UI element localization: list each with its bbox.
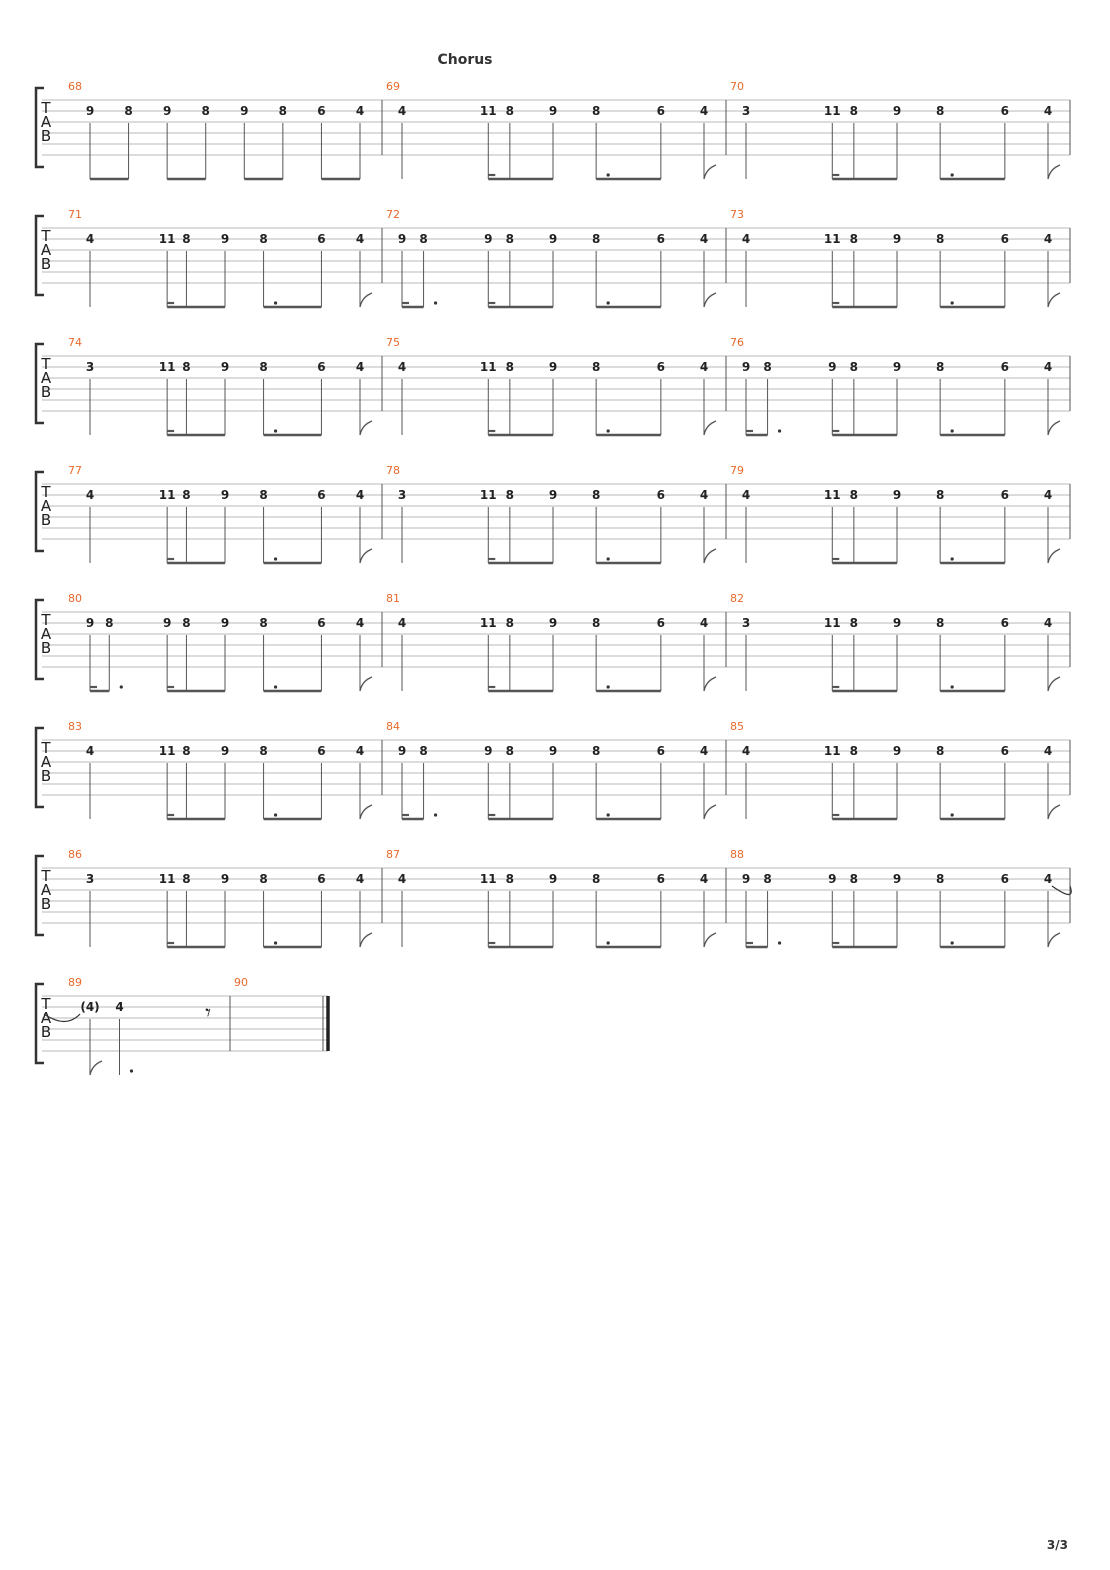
fret-number: 6 <box>317 616 326 630</box>
fret-number: 8 <box>591 232 601 246</box>
fret-number: 11 <box>158 488 176 502</box>
fret-number: 4 <box>397 872 407 886</box>
fret-number: 11 <box>823 488 841 502</box>
fret-number: 4 <box>741 488 751 502</box>
fret-number: (4) <box>80 1000 100 1014</box>
tab-clef-letter: B <box>40 383 52 401</box>
fret-number: 8 <box>935 360 945 374</box>
dot <box>607 557 610 560</box>
fret-number: 9 <box>828 360 837 374</box>
page-number: 3/3 <box>1046 1538 1068 1552</box>
fret-number: 8 <box>505 616 515 630</box>
dot <box>607 301 610 304</box>
dot <box>607 941 610 944</box>
fret-number: 8 <box>935 744 945 758</box>
fret-number: 9 <box>548 872 558 886</box>
fret-number: 4 <box>1043 872 1053 886</box>
fret-number: 9 <box>484 232 493 246</box>
fret-number: 4 <box>355 104 365 118</box>
fret-number: 4 <box>355 360 365 374</box>
dot <box>607 173 610 176</box>
fret-number: 8 <box>849 488 859 502</box>
fret-number: 9 <box>892 488 902 502</box>
fret-number: 8 <box>259 872 268 886</box>
fret-number: 11 <box>479 616 497 630</box>
fret-number: 8 <box>505 232 515 246</box>
measure-number: 68 <box>68 80 82 93</box>
fret-number: 8 <box>182 616 191 630</box>
fret-number: 8 <box>849 616 859 630</box>
tab-staff-svg <box>0 78 1110 188</box>
tab-clef-letter: T <box>41 355 51 373</box>
fret-number: 11 <box>823 744 841 758</box>
note-flag <box>1048 165 1060 179</box>
fret-number: 8 <box>259 360 268 374</box>
fret-number: 8 <box>763 360 772 374</box>
fret-number: 9 <box>397 744 407 758</box>
measure-number: 83 <box>68 720 82 733</box>
fret-number: 9 <box>240 104 249 118</box>
fret-number: 9 <box>220 360 230 374</box>
fret-number: 9 <box>548 488 558 502</box>
fret-number: 8 <box>124 104 133 118</box>
note-flag <box>360 421 372 435</box>
tab-system <box>0 334 1110 444</box>
dot <box>778 429 781 432</box>
fret-number: 11 <box>158 360 176 374</box>
fret-number: 4 <box>397 360 407 374</box>
fret-number: 11 <box>479 488 497 502</box>
fret-number: 9 <box>484 744 493 758</box>
fret-number: 8 <box>419 744 428 758</box>
dot <box>274 685 277 688</box>
measure-number: 87 <box>386 848 400 861</box>
section-title: Chorus <box>437 52 493 68</box>
fret-number: 9 <box>220 488 230 502</box>
fret-number: 4 <box>699 104 709 118</box>
fret-number: 6 <box>1000 488 1010 502</box>
dot <box>274 557 277 560</box>
fret-number: 4 <box>85 488 95 502</box>
fret-number: 8 <box>591 104 601 118</box>
tab-staff-svg <box>0 846 1110 956</box>
note-flag <box>1048 805 1060 819</box>
dot <box>434 301 437 304</box>
fret-number: 4 <box>1043 232 1053 246</box>
fret-number: 9 <box>892 616 902 630</box>
fret-number: 9 <box>892 232 902 246</box>
fret-number: 11 <box>823 104 841 118</box>
tab-clef-letter: B <box>40 767 52 785</box>
measure-number: 81 <box>386 592 400 605</box>
fret-number: 6 <box>1000 104 1010 118</box>
tab-system <box>0 206 1110 316</box>
fret-number: 8 <box>505 488 515 502</box>
fret-number: 4 <box>397 104 407 118</box>
fret-number: 11 <box>158 232 176 246</box>
measure-number: 90 <box>234 976 248 989</box>
fret-number: 4 <box>115 1000 124 1014</box>
dot <box>607 685 610 688</box>
fret-number: 8 <box>849 360 859 374</box>
fret-number: 6 <box>317 872 326 886</box>
tab-staff-svg <box>0 974 1110 1084</box>
dot <box>951 941 954 944</box>
tab-staff-svg <box>0 462 1110 572</box>
fret-number: 4 <box>355 488 365 502</box>
measure-number: 85 <box>730 720 744 733</box>
fret-number: 8 <box>849 872 859 886</box>
fret-number: 4 <box>699 744 709 758</box>
fret-number: 9 <box>162 616 172 630</box>
fret-number: 8 <box>505 744 515 758</box>
dot <box>951 301 954 304</box>
measure-number: 84 <box>386 720 400 733</box>
tab-clef-letter: A <box>40 241 52 259</box>
fret-number: 8 <box>182 872 191 886</box>
fret-number: 3 <box>741 616 751 630</box>
measure-number: 70 <box>730 80 744 93</box>
fret-number: 6 <box>317 104 326 118</box>
note-flag <box>360 293 372 307</box>
fret-number: 6 <box>1000 360 1010 374</box>
fret-number: 11 <box>823 232 841 246</box>
tab-clef-letter: A <box>40 625 52 643</box>
fret-number: 4 <box>355 744 365 758</box>
tab-system <box>0 78 1110 188</box>
fret-number: 8 <box>935 232 945 246</box>
fret-number: 8 <box>182 360 191 374</box>
fret-number: 11 <box>479 872 497 886</box>
tab-system <box>0 846 1110 956</box>
fret-number: 9 <box>220 232 230 246</box>
fret-number: 8 <box>935 616 945 630</box>
measure-number: 69 <box>386 80 400 93</box>
note-flag <box>360 549 372 563</box>
fret-number: 9 <box>220 616 230 630</box>
dot <box>951 813 954 816</box>
fret-number: 3 <box>741 104 751 118</box>
fret-number: 9 <box>85 616 95 630</box>
note-flag <box>704 549 716 563</box>
note-flag <box>704 805 716 819</box>
tab-system <box>0 462 1110 572</box>
dot <box>130 1069 133 1072</box>
fret-number: 4 <box>699 488 709 502</box>
fret-number: 6 <box>656 488 666 502</box>
tab-clef-letter: A <box>40 1009 52 1027</box>
fret-number: 4 <box>1043 360 1053 374</box>
tab-staff-svg <box>0 718 1110 828</box>
fret-number: 11 <box>479 104 497 118</box>
tab-clef-letter: A <box>40 497 52 515</box>
tab-clef-letter: A <box>40 113 52 131</box>
fret-number: 9 <box>892 360 902 374</box>
note-flag <box>360 677 372 691</box>
fret-number: 3 <box>397 488 407 502</box>
fret-number: 9 <box>220 872 230 886</box>
fret-number: 6 <box>317 488 326 502</box>
dot <box>607 429 610 432</box>
dot <box>274 813 277 816</box>
fret-number: 9 <box>85 104 95 118</box>
tab-clef-letter: B <box>40 255 52 273</box>
tab-staff-svg <box>0 590 1110 700</box>
dot <box>951 173 954 176</box>
dot <box>951 557 954 560</box>
measure-number: 88 <box>730 848 744 861</box>
tab-clef-letter: T <box>41 739 51 757</box>
fret-number: 8 <box>935 872 945 886</box>
fret-number: 8 <box>505 360 515 374</box>
fret-number: 6 <box>317 360 326 374</box>
measure-number: 77 <box>68 464 82 477</box>
fret-number: 8 <box>505 104 515 118</box>
note-flag <box>1048 549 1060 563</box>
fret-number: 4 <box>741 232 751 246</box>
fret-number: 6 <box>317 232 326 246</box>
fret-number: 4 <box>699 616 709 630</box>
fret-number: 8 <box>935 488 945 502</box>
fret-number: 6 <box>656 232 666 246</box>
fret-number: 8 <box>591 744 601 758</box>
dot <box>951 685 954 688</box>
note-flag <box>704 677 716 691</box>
fret-number: 6 <box>1000 872 1010 886</box>
measure-number: 72 <box>386 208 400 221</box>
tab-clef-letter: T <box>41 995 51 1013</box>
note-flag <box>360 805 372 819</box>
fret-number: 3 <box>85 872 95 886</box>
fret-number: 8 <box>849 232 859 246</box>
measure-number: 75 <box>386 336 400 349</box>
fret-number: 4 <box>397 616 407 630</box>
fret-number: 6 <box>317 744 326 758</box>
tab-staff-svg <box>0 206 1110 316</box>
fret-number: 8 <box>182 744 191 758</box>
note-flag <box>360 933 372 947</box>
tab-clef-letter: B <box>40 639 52 657</box>
fret-number: 9 <box>548 232 558 246</box>
fret-number: 6 <box>656 104 666 118</box>
fret-number: 4 <box>699 232 709 246</box>
fret-number: 9 <box>892 104 902 118</box>
fret-number: 9 <box>828 872 837 886</box>
fret-number: 11 <box>479 360 497 374</box>
measure-number: 79 <box>730 464 744 477</box>
fret-number: 4 <box>355 616 365 630</box>
fret-number: 8 <box>259 744 268 758</box>
dot <box>274 301 277 304</box>
dot <box>274 429 277 432</box>
fret-number: 6 <box>656 616 666 630</box>
fret-number: 6 <box>1000 616 1010 630</box>
fret-number: 9 <box>220 744 230 758</box>
fret-number: 8 <box>591 360 601 374</box>
fret-number: 4 <box>355 232 365 246</box>
fret-number: 9 <box>741 360 751 374</box>
fret-number: 8 <box>105 616 114 630</box>
fret-number: 6 <box>656 360 666 374</box>
fret-number: 11 <box>823 616 841 630</box>
tab-clef-letter: B <box>40 511 52 529</box>
tab-clef-letter: A <box>40 753 52 771</box>
measure-number: 78 <box>386 464 400 477</box>
measure-number: 76 <box>730 336 744 349</box>
fret-number: 4 <box>1043 744 1053 758</box>
fret-number: 8 <box>278 104 288 118</box>
fret-number: 8 <box>419 232 428 246</box>
fret-number: 8 <box>849 104 859 118</box>
fret-number: 6 <box>656 872 666 886</box>
tab-clef-letter: A <box>40 369 52 387</box>
fret-number: 6 <box>1000 232 1010 246</box>
fret-number: 4 <box>1043 104 1053 118</box>
note-flag <box>704 421 716 435</box>
dot <box>274 941 277 944</box>
fret-number: 4 <box>699 360 709 374</box>
fret-number: 11 <box>158 744 176 758</box>
tab-system <box>0 718 1110 828</box>
tab-clef-letter: A <box>40 881 52 899</box>
measure-number: 71 <box>68 208 82 221</box>
fret-number: 8 <box>591 488 601 502</box>
dot <box>607 813 610 816</box>
dot <box>778 941 781 944</box>
fret-number: 8 <box>259 232 268 246</box>
fret-number: 6 <box>1000 744 1010 758</box>
fret-number: 8 <box>182 232 191 246</box>
note-flag <box>1048 421 1060 435</box>
measure-number: 86 <box>68 848 82 861</box>
measure-number: 73 <box>730 208 744 221</box>
fret-number: 8 <box>259 488 268 502</box>
tab-clef-letter: B <box>40 1023 52 1041</box>
fret-number: 8 <box>591 616 601 630</box>
note-flag <box>704 933 716 947</box>
measure-number: 82 <box>730 592 744 605</box>
fret-number: 8 <box>259 616 268 630</box>
measure-number: 89 <box>68 976 82 989</box>
note-flag <box>1048 293 1060 307</box>
tab-clef-letter: B <box>40 127 52 145</box>
fret-number: 8 <box>505 872 515 886</box>
fret-number: 9 <box>741 872 751 886</box>
tab-clef-letter: T <box>41 483 51 501</box>
fret-number: 9 <box>892 744 902 758</box>
fret-number: 4 <box>1043 616 1053 630</box>
fret-number: 4 <box>355 872 365 886</box>
fret-number: 9 <box>548 616 558 630</box>
dot <box>120 685 123 688</box>
note-flag <box>90 1061 102 1075</box>
fret-number: 8 <box>201 104 210 118</box>
fret-number: 9 <box>548 360 558 374</box>
tab-clef-letter: T <box>41 227 51 245</box>
dot <box>434 813 437 816</box>
fret-number: 8 <box>935 104 945 118</box>
fret-number: 4 <box>741 744 751 758</box>
tab-staff-svg <box>0 334 1110 444</box>
fret-number: 9 <box>892 872 902 886</box>
fret-number: 8 <box>763 872 772 886</box>
tab-clef-letter: T <box>41 99 51 117</box>
fret-number: 4 <box>1043 488 1053 502</box>
measure-number: 80 <box>68 592 82 605</box>
fret-number: 9 <box>162 104 172 118</box>
fret-number: 4 <box>85 232 95 246</box>
tab-clef-letter: T <box>41 611 51 629</box>
fret-number: 4 <box>85 744 95 758</box>
note-flag <box>704 293 716 307</box>
note-flag <box>1048 677 1060 691</box>
fret-number: 6 <box>656 744 666 758</box>
fret-number: 8 <box>591 872 601 886</box>
tab-clef-letter: B <box>40 895 52 913</box>
note-flag <box>1048 933 1060 947</box>
fret-number: 9 <box>548 744 558 758</box>
note-flag <box>704 165 716 179</box>
measure-number: 74 <box>68 336 82 349</box>
fret-number: 3 <box>85 360 95 374</box>
dot <box>951 429 954 432</box>
fret-number: 11 <box>158 872 176 886</box>
fret-number: 8 <box>849 744 859 758</box>
fret-number: 8 <box>182 488 191 502</box>
fret-number: 9 <box>548 104 558 118</box>
fret-number: 4 <box>699 872 709 886</box>
tab-clef-letter: T <box>41 867 51 885</box>
tab-system <box>0 590 1110 700</box>
fret-number: 9 <box>397 232 407 246</box>
tab-system <box>0 974 1110 1084</box>
eighth-rest: 𝄾 <box>205 1001 211 1026</box>
